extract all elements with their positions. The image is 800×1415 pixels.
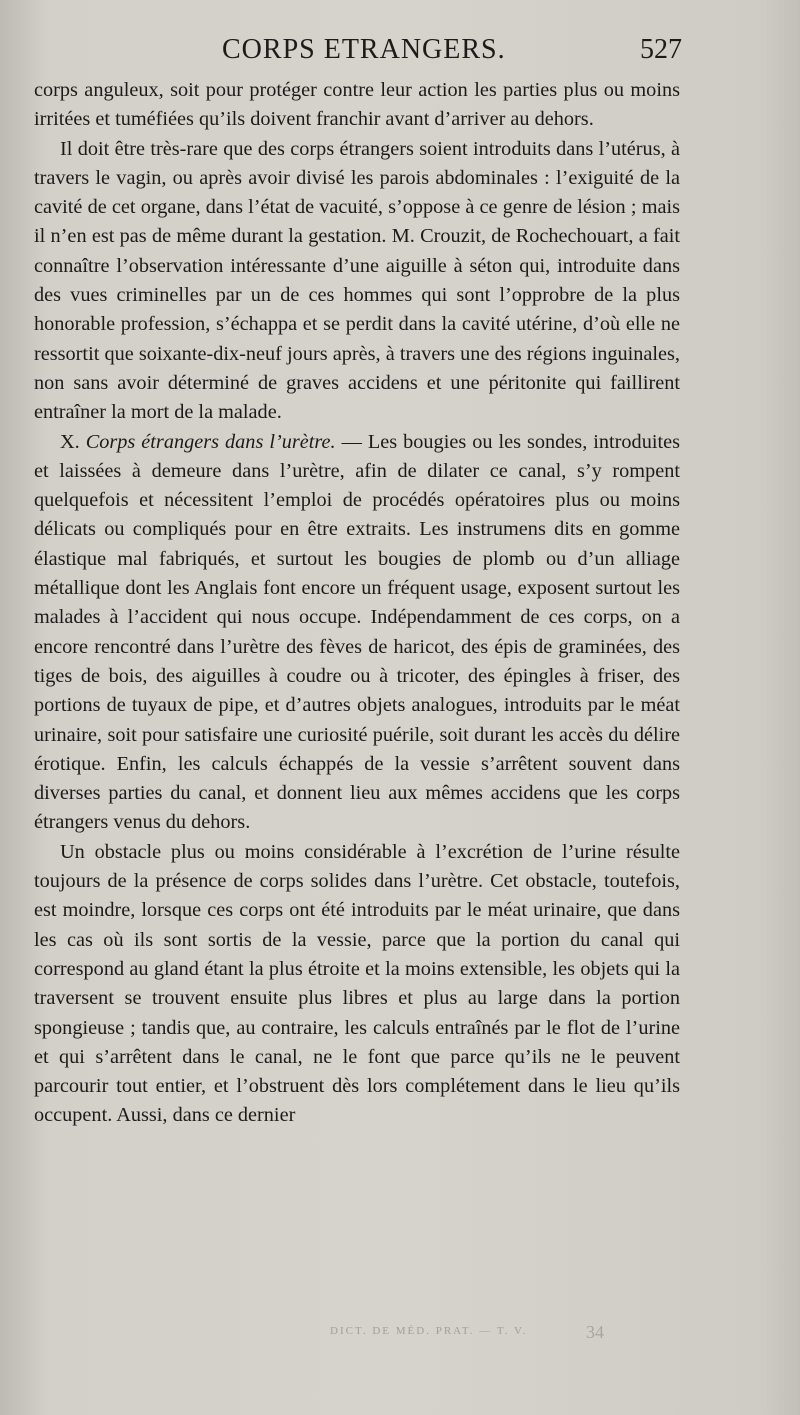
paragraph-text: corps anguleux, soit pour protéger contre leur action les parties plus ou moins irritées et tuméfiées qu’ils doivent franchir avant d’arriver au dehors.	[34, 79, 680, 131]
paragraph-text: — Les bougies ou les sondes, introduites et laissées à demeure dans l’urètre, afin de dilater ce canal, s’y rompent quelquefois et nécessitent l’emploi de procédés opératoires plus ou moins délicats ou compliqués pour en être extraits. Les instrumens dits en gomme élastique mal fabriqués, et surtout les bougies de plomb ou d’un alliage métallique dont les Anglais font encore un fréquent usage, exposent surtout les malades à l’accident qui nous occupe. Indépendamment de ces corps, on a encore rencontré dans l’urètre des fèves de haricot, des épis de graminées, des tiges de bois, des aiguilles à coudre ou à tricoter, des épingles à friser, des portions de tuyaux de pipe, et d’autres objets analogues, introduits par le méat urinaire, soit pour satisfaire une curiosité puérile, soit durant les accès du délire érotique. Enfin, les calculs échappés de la vessie s’arrêtent souvent dans diverses parties du canal, et donnent lieu aux mêmes accidens que les corps étrangers venus du dehors.	[34, 430, 680, 834]
section-title: Corps étrangers dans l’urètre.	[85, 430, 336, 453]
bleed-through-signature-number: 34	[586, 1322, 604, 1342]
paragraph-4	[34, 838, 680, 1131]
paragraph-1	[34, 76, 680, 135]
paragraph-2	[34, 135, 680, 428]
page-number: 527	[640, 34, 682, 65]
page-header	[0, 34, 800, 74]
bleed-through-signature: DICT. DE MÉD. PRAT. — T. V.	[330, 1325, 528, 1337]
running-title: CORPS ETRANGERS.	[222, 34, 506, 65]
section-number: X.	[60, 430, 80, 453]
body-text	[34, 76, 680, 1131]
paragraph-text: Il doit être très-rare que des corps étrangers soient introduits dans l’utérus, à travers le vagin, ou après avoir divisé les parois abdominales : l’exiguité de la cavité de cet organe, dans l’état de vacuité, s’oppose à ce genre de lésion ; mais il n’en est pas de même durant la gestation. M. Crouzit, de Rochechouart, a fait connaître l’observation intéressante d’une aiguille à séton qui, introduite dans des vues criminelles par un de ces hommes qui sont l’opprobre de la plus honorable profession, s’échappa et se perdit dans la cavité utérine, d’où elle ne ressortit que soixante-dix-neuf jours après, à travers une des régions inguinales, non sans avoir déterminé de graves accidens et une péritonite qui faillirent entraîner la mort de la malade.	[34, 137, 680, 424]
paragraph-3	[34, 428, 680, 838]
paragraph-text: Un obstacle plus ou moins considérable à l’excrétion de l’urine résulte toujours de la présence de corps solides dans l’urètre. Cet obstacle, toutefois, est moindre, lorsque ces corps ont été introduits par le méat urinaire, que dans les cas où ils sont sortis de la vessie, parce que la portion du canal qui correspond au gland étant la plus étroite et la moins extensible, les objets qui la traversent se trouvent ensuite plus libres et plus au large dans la portion spongieuse ; tandis que, au contraire, les calculs entraînés par le flot de l’urine et qui s’arrêtent dans le canal, ne le font que parce qu’ils ne le peuvent parcourir tout entier, et l’obstruent dès lors complétement dans le lieu qu’ils occupent. Aussi, dans ce dernier	[34, 840, 680, 1127]
